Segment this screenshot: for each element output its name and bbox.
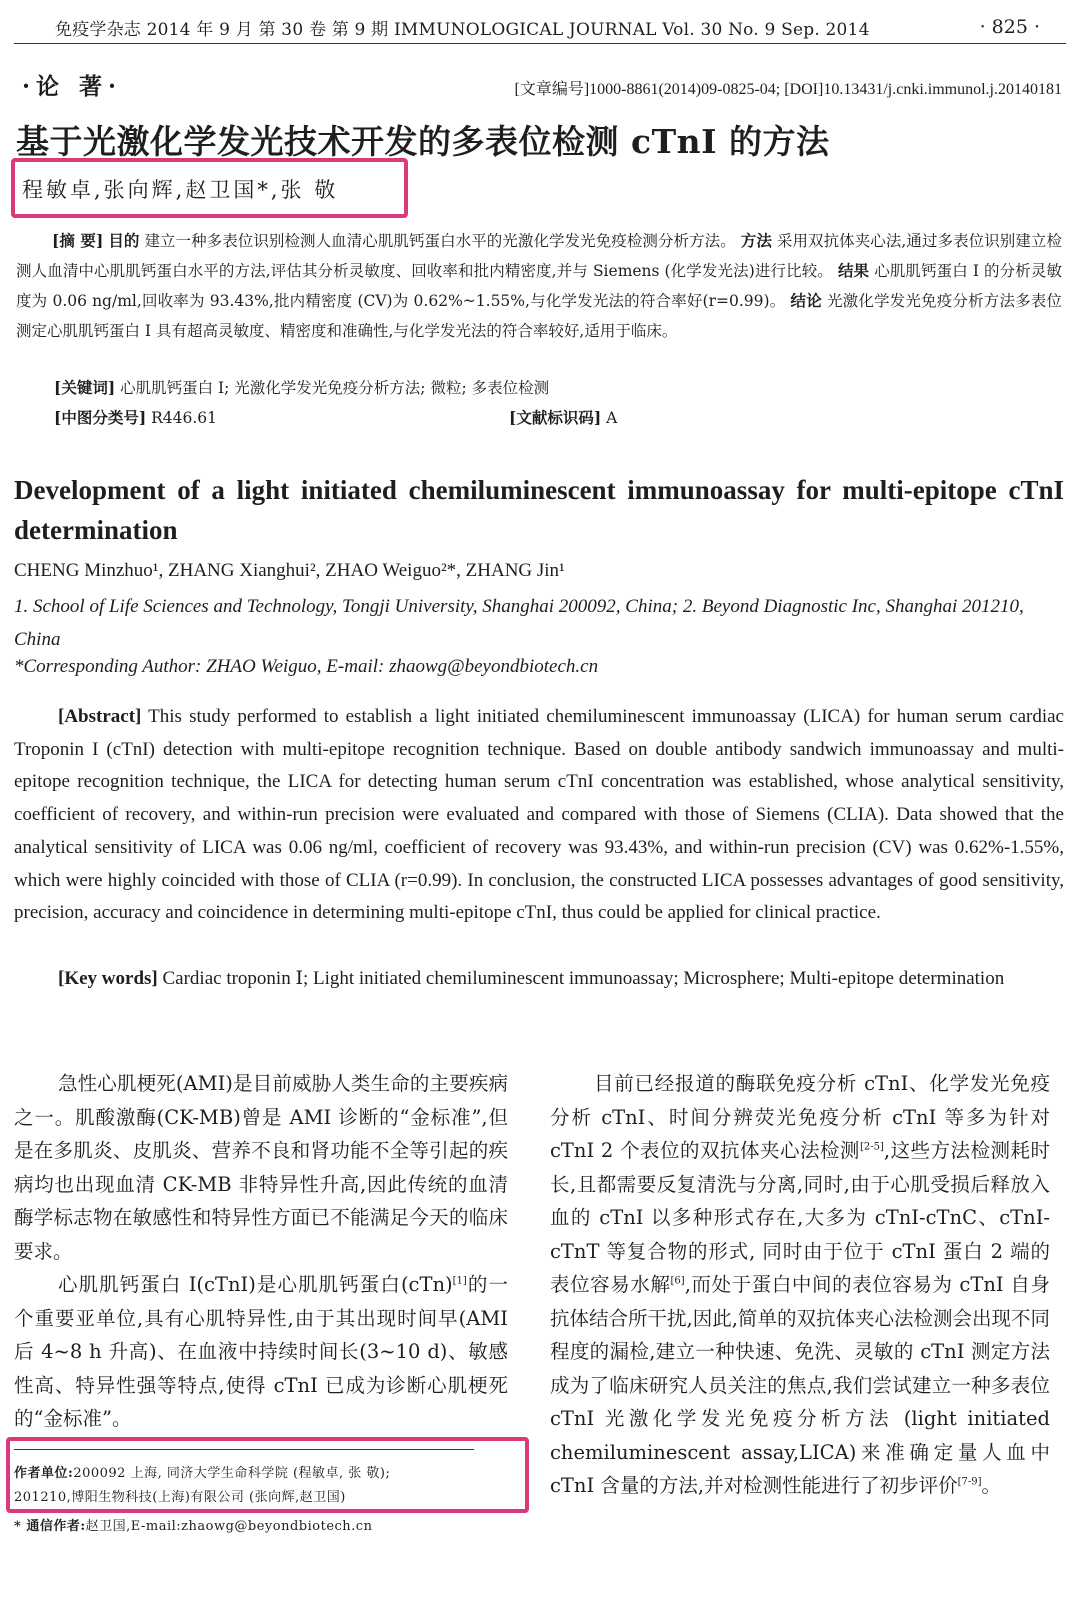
page-number: · 825 ·	[979, 16, 1040, 38]
keywords-zh	[54, 376, 549, 398]
section-label: ·论 著·	[22, 73, 123, 100]
methods-text: 采用双抗体夹心法,通过多表位识别建立检测人血清中心肌肌钙蛋白水平的方法,评估其分析灵敏度、回收率和批内精密度,并与 Siemens (化学发光法)进行比较。	[16, 232, 1062, 280]
clc-label: [中图分类号]	[54, 408, 147, 427]
english-abstract	[14, 701, 1064, 930]
chinese-authors: 程敏卓,张向辉,赵卫国*,张 敬	[22, 178, 339, 202]
abstract-text-en: This study performed to establish a light initiated chemiluminescent immunoassay (LICA) for human serum cardiac Troponin I (cTnI) detection with multi-epitope recognition technique. Based on double antibody sandwich immunoassay and multi-epitope recognition technique, the LICA for detecting human serum cTnI concentration was established, whose analytical sensitivity, coefficient of recovery, and within-run precision were evaluated and compared with those of Siemens (CLIA). Data showed that the analytical sensitivity of LICA was 0.06 ng/ml, coefficient of recovery was 93.43%, and within-run precision (CV) was 0.62%-1.55%, which were highly coincided with those of CLIA (r=0.99). In conclusion, the constructed LICA possesses advantages of good sensitivity, precision, accuracy and coincidence in determining multi-epitope cTnI, thus could be applied for clinical practice.	[14, 706, 1064, 924]
english-authors: CHENG Minzhuo¹, ZHANG Xianghui², ZHAO Weiguo²*, ZHANG Jin¹	[14, 560, 565, 581]
english-keywords	[14, 963, 1064, 996]
body-text: ,这些方法检测耗时长,且都需要反复清洗与分离,同时,由于心肌受损后释放入血的 cTnI 以多种形式存在,大多为 cTnI-cTnC、cTnI-cTnT 等复合物的形式, 同时由于位于 cTnI 蛋白 2 端的表位容易水解	[550, 1139, 1051, 1296]
footnote-corresponding	[14, 1515, 372, 1534]
body-right-column	[550, 1067, 1050, 1503]
doc-code-value: A	[606, 409, 618, 427]
body-paragraph	[14, 1268, 508, 1436]
journal-line: 免疫学杂志 2014 年 9 月 第 30 卷 第 9 期 IMMUNOLOGICAL JOURNAL Vol. 30 No. 9 Sep. 2014	[55, 19, 870, 40]
body-text: 心肌肌钙蛋白 I(cTnI)是心肌肌钙蛋白(cTn)	[58, 1273, 453, 1296]
citation: [7-9]	[957, 1476, 982, 1488]
doc-code-label: [文献标识码]	[509, 408, 602, 427]
footnote-corr-label: * 通信作者:	[14, 1519, 86, 1534]
body-text: 。	[981, 1474, 1002, 1497]
keywords-text-zh: 心肌肌钙蛋白 I; 光激化学发光免疫分析方法; 微粒; 多表位检测	[120, 379, 550, 397]
body-left-column	[14, 1067, 508, 1436]
body-paragraph: 急性心肌梗死(AMI)是目前威胁人类生命的主要疾病之一。肌酸激酶(CK-MB)曾是 AMI 诊断的“金标准”,但是在多肌炎、皮肌炎、营养不良和肾功能不全等引起的疾病均也出现血清 CK-MB 非特异性升高,因此传统的血清酶学标志物在敏感性和特异性方面已不能满足今天的临床要求。	[14, 1072, 508, 1263]
document-code	[509, 406, 617, 428]
clc-number	[54, 406, 217, 428]
body-paragraph	[550, 1067, 1050, 1503]
conclusion-text: 光激化学发光免疫分析方法多表位测定心肌肌钙蛋白 I 具有超高灵敏度、精密度和准确性,与化学发光法的符合率较好,适用于临床。	[16, 292, 1062, 340]
abstract-label-en: [Abstract]	[58, 706, 142, 727]
results-label: 结果	[837, 261, 870, 280]
citation: [1]	[452, 1275, 467, 1287]
chinese-title: 基于光激化学发光技术开发的多表位检测 cTnI 的方法	[16, 122, 830, 161]
header-rule	[14, 43, 1066, 44]
english-corresponding-author: *Corresponding Author: ZHAO Weiguo, E-mail: zhaowg@beyondbiotech.cn	[14, 656, 599, 677]
footnote-affil-label: 作者单位:	[14, 1466, 74, 1481]
body-text: ,而处于蛋白中间的表位容易为 cTnI 自身抗体结合所干扰,因此,简单的双抗体夹心法检测会出现不同程度的漏检,建立一种快速、免洗、灵敏的 cTnI 测定方法成为了临床研究人员关注的焦点,我们尝试建立一种多表位 cTnI 光激化学发光免疫分析方法 (light initiated chemiluminescent assay,LICA)来准确定量人血中cTnI 含量的方法,并对检测性能进行了初步评价	[550, 1273, 1050, 1497]
affiliation-highlight-box	[6, 1437, 529, 1513]
objective-label: 目的	[108, 231, 140, 250]
methods-label: 方法	[740, 231, 772, 250]
running-header	[55, 12, 1040, 42]
citation: [2-5]	[859, 1141, 884, 1153]
results-text: 心肌肌钙蛋白 I 的分析灵敏度为 0.06 ng/ml,回收率为 93.43%,批内精密度 (CV)为 0.62%~1.55%,与化学发光法的符合率好(r=0.99)。	[16, 262, 1062, 310]
body-text: 的一个重要亚单位,具有心肌特异性,由于其出现时间早(AMI 后 4~8 h 升高)、在血液中持续时间长(3~10 d)、敏感性高、特异性强等特点,使得 cTnI 已成为诊断心肌梗死的“金标准”。	[14, 1273, 508, 1430]
english-title: Development of a light initiated chemiluminescent immunoassay for multi-epitope cTnI determination	[14, 475, 1064, 545]
article-id: [文章编号]1000-8861(2014)09-0825-04; [DOI]10.13431/j.cnki.immunol.j.20140181	[514, 81, 1062, 98]
keywords-text-en: Cardiac troponin Ⅰ; Light initiated chemiluminescent immunoassay; Microsphere; Multi-epitope determination	[162, 968, 1005, 989]
keywords-label-en: [Key words]	[58, 968, 158, 989]
chinese-abstract	[16, 226, 1062, 346]
footnote-affiliation-2: 201210,博阳生物科技(上海)有限公司 (张向辉,赵卫国)	[14, 1490, 346, 1505]
citation: [6]	[670, 1275, 685, 1287]
english-affiliations: 1. School of Life Sciences and Technology, Tongji University, Shanghai 200092, China; 2. Beyond Diagnostic Inc, Shanghai 201210, China	[14, 596, 1024, 650]
author-highlight-box	[11, 158, 408, 218]
clc-value: R446.61	[151, 409, 218, 427]
conclusion-label: 结论	[790, 291, 822, 310]
footnote-corr-text: 赵卫国,E-mail:zhaowg@beyondbiotech.cn	[85, 1519, 373, 1534]
abstract-label-zh: [摘 要]	[52, 231, 104, 250]
body-text: 目前已经报道的酶联免疫分析 cTnI、化学发光免疫分析 cTnI、时间分辨荧光免疫分析 cTnI 等多为针对 cTnI 2 个表位的双抗体夹心法检测	[550, 1072, 1050, 1162]
objective-text: 建立一种多表位识别检测人血清心肌肌钙蛋白水平的光激化学发光免疫检测分析方法。	[144, 232, 736, 250]
keywords-label-zh: [关键词]	[54, 378, 116, 397]
footnote-affil-line1: 200092 上海, 同济大学生命科学院 (程敏卓, 张 敬);	[73, 1466, 391, 1481]
